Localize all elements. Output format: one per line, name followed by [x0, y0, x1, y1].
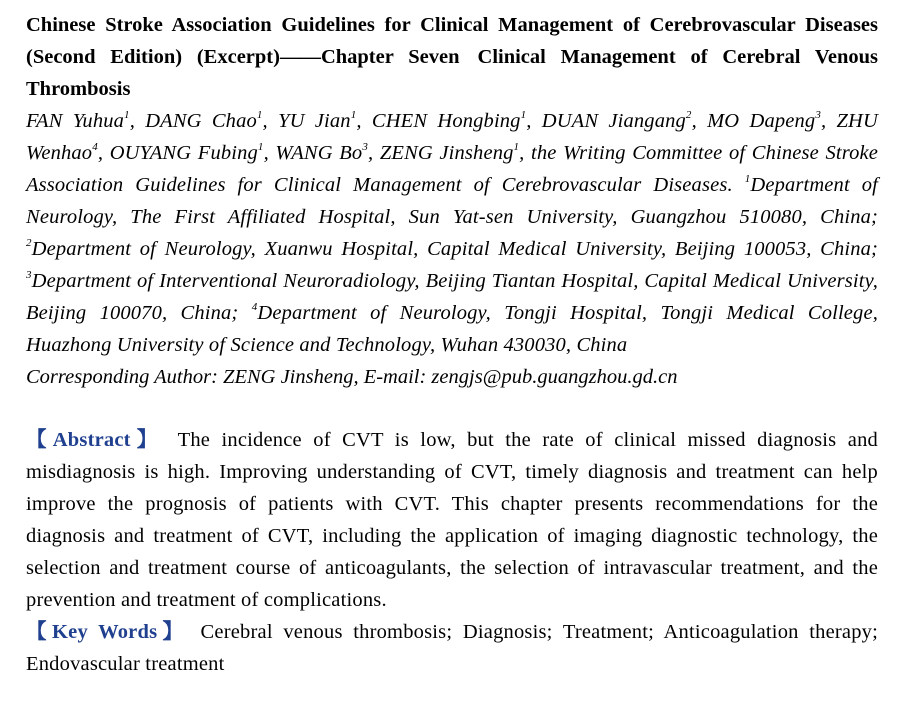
abstract-label: 【Abstract】 — [26, 429, 164, 451]
author-separator: , — [519, 142, 532, 164]
author-name: DANG Chao — [145, 110, 257, 132]
affiliation-text: Department of Neurology, Tongji Hospital, Tongji Medical College, Huazhong University of Science and Technology, Wuhan 430030, China — [26, 302, 878, 356]
author-name: ZENG Jinsheng — [379, 142, 514, 164]
title-part-2: Clinical Management of Cerebral Venous Thrombosis — [26, 46, 878, 100]
affiliation-number: 2 — [26, 237, 32, 249]
author-affiliation-mark: 2 — [685, 109, 692, 121]
author-affiliation-mark: 3 — [362, 141, 368, 153]
affiliation-text: Department of Neurology, Xuanwu Hospital, Capital Medical University, Beijing 100053, China; — [31, 238, 878, 260]
author-name: CHEN Hongbing — [371, 110, 521, 132]
author-name: MO Dapeng — [707, 110, 816, 132]
author-name: DUAN Jiangang — [541, 110, 686, 132]
affiliation-number: 4 — [251, 301, 258, 313]
abstract-section — [26, 424, 878, 680]
author-separator: , — [262, 110, 279, 132]
article-header — [26, 9, 878, 680]
author-affiliation-mark: 1 — [513, 141, 520, 153]
keywords-paragraph — [26, 616, 878, 680]
author-affiliation-mark: 1 — [256, 109, 263, 121]
affiliation-number: 3 — [26, 269, 32, 281]
abstract-paragraph — [26, 424, 878, 616]
affiliation-text: Department of Neurology, The First Affiliated Hospital, Sun Yat-sen University, Guangzhou 510080, China; — [26, 174, 879, 228]
author-affiliation-mark: 1 — [520, 109, 527, 121]
corresponding-author: Corresponding Author: ZENG Jinsheng, E-mail: zengjs@pub.guangzhou.gd.cn — [26, 366, 678, 388]
author-separator: , — [820, 110, 837, 132]
keywords-text: Cerebral venous thrombosis; Diagnosis; Treatment; Anticoagulation therapy; Endovascular treatment — [26, 621, 878, 675]
author-separator: , — [263, 142, 276, 164]
writing-committee: the Writing Committee of Chinese Stroke Association Guidelines for Clinical Management of Cerebrovascular Diseases. — [26, 142, 878, 196]
abstract-text: The incidence of CVT is low, but the rate of clinical missed diagnosis and misdiagnosis is high. Improving understanding of CVT, timely diagnosis and treatment can help improve the prognosis of patients with CVT. This chapter presents recommendations for the diagnosis and treatment of CVT, including the application of imaging diagnostic technology, the selection and treatment course of anticoagulants, the selection of intravascular treatment, and the prevention and treatment of complications. — [26, 429, 878, 611]
affiliation-text: Department of Interventional Neuroradiology, Beijing Tiantan Hospital, Capital Medical University, Beijing 100070, China; — [26, 270, 878, 324]
author-affiliation-mark: 4 — [92, 141, 98, 153]
author-name: WANG Bo — [275, 142, 363, 164]
article-title — [26, 9, 878, 105]
affiliation-number: 1 — [744, 173, 751, 185]
author-separator: , — [129, 110, 146, 132]
affiliation-list — [26, 174, 878, 356]
author-separator: , — [526, 110, 542, 132]
keywords-label: 【Key Words】 — [26, 621, 189, 643]
author-affiliation-mark: 1 — [350, 109, 357, 121]
title-part-1: Chinese Stroke Association Guidelines for Clinical Management of Cerebrovascular Diseases (Second Edition) (Excerpt)——Chapter Seven — [26, 14, 878, 68]
author-separator: , — [691, 110, 708, 132]
author-affiliation-mark: 1 — [124, 109, 130, 121]
authors-block — [26, 105, 878, 361]
author-separator: , — [356, 110, 372, 132]
author-name: ZHU Wenhao — [26, 110, 878, 164]
author-name: FAN Yuhua — [26, 110, 125, 132]
author-affiliation-mark: 3 — [815, 109, 821, 121]
author-name: YU Jian — [278, 110, 351, 132]
author-separator: , — [97, 142, 110, 164]
author-name: OUYANG Fubing — [109, 142, 258, 164]
author-separator: , — [367, 142, 380, 164]
author-affiliation-mark: 1 — [257, 141, 264, 153]
